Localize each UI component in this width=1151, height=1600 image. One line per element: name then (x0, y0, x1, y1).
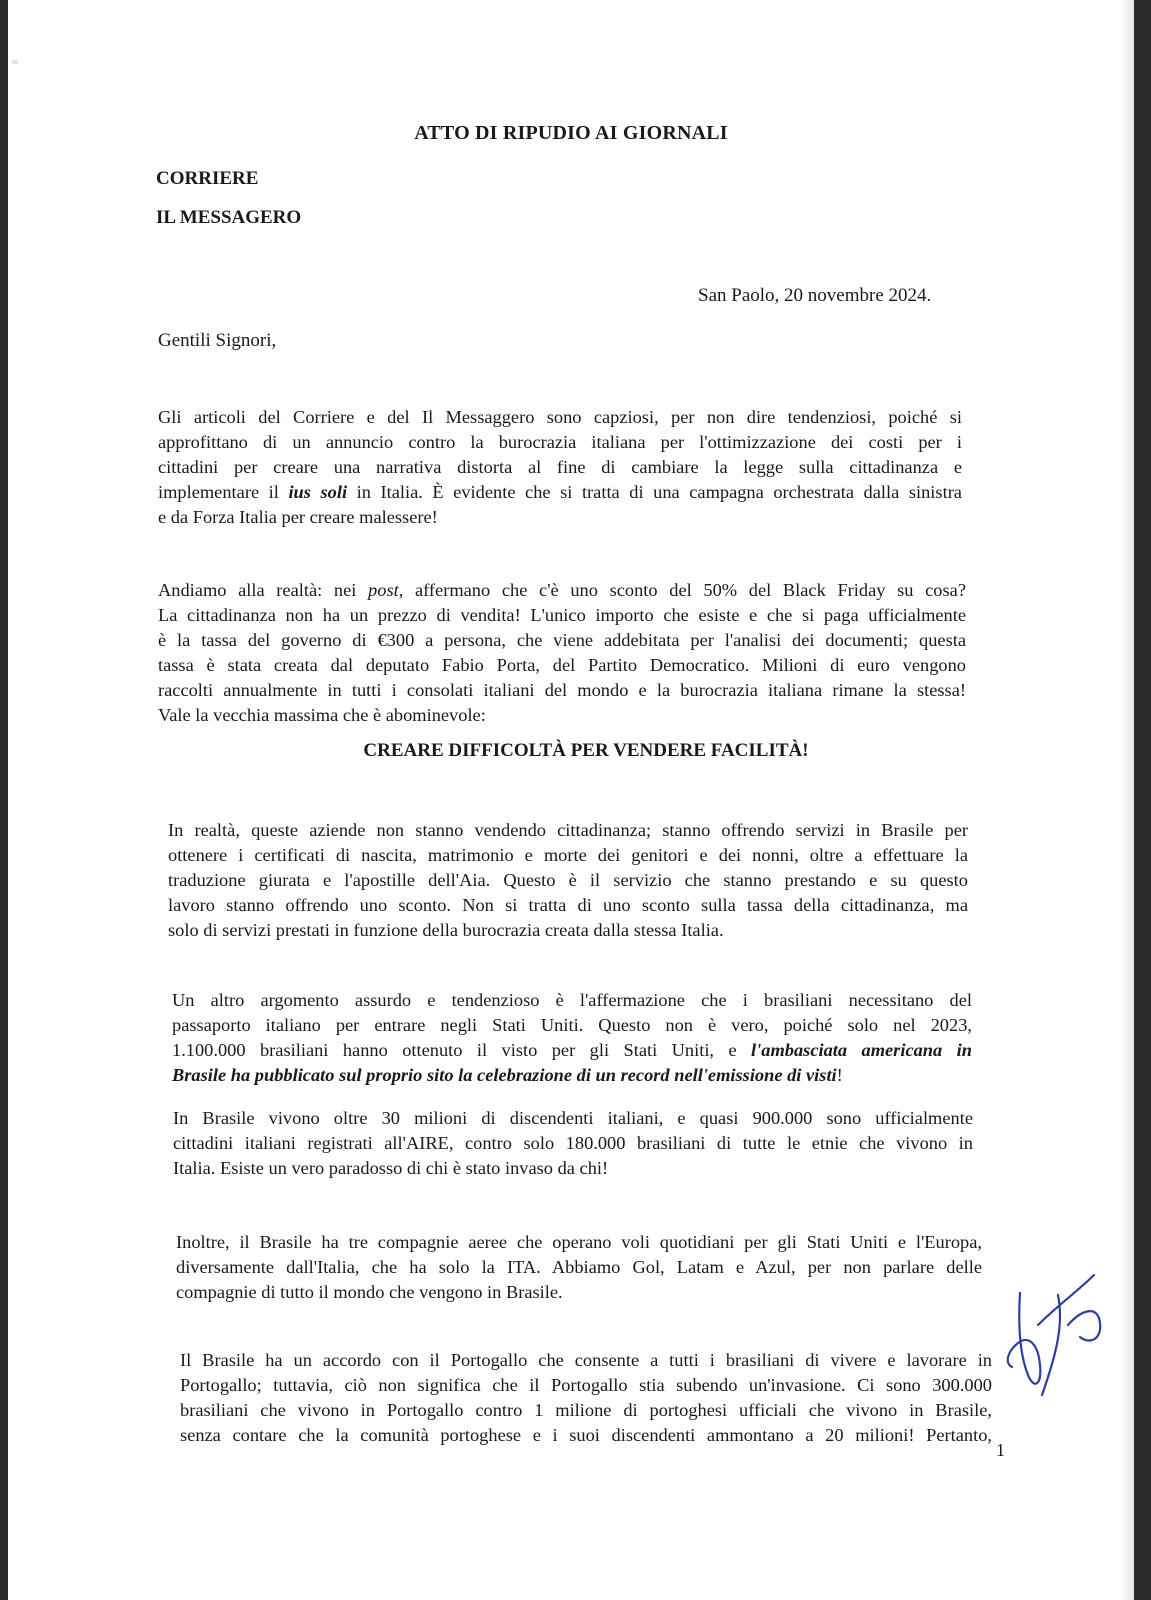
paragraph-line (158, 578, 966, 603)
text-run: 1.100.000 brasiliani hanno ottenuto il visto per gli Stati Uniti, e (172, 1040, 752, 1060)
text-run: , affermano che c'è uno sconto del 50% del Black Friday su cosa? (398, 580, 966, 600)
text-run: ! (836, 1065, 843, 1085)
emphasis-ius-soli: ius soli (288, 482, 348, 502)
paragraph-line: Un altro argomento assurdo e tendenzioso è l'affermazione che i brasiliani necessitano del (172, 990, 972, 1010)
page-edge-shadow (1120, 0, 1134, 1600)
letter-date: San Paolo, 20 novembre 2024. (698, 285, 932, 306)
page-number: 1 (996, 1440, 1005, 1460)
paragraph-line: senza contare che la comunità portoghese e i suoi discendenti ammontano a 20 milioni! Pertanto, (180, 1425, 992, 1445)
paragraph-line: Gli articoli del Corriere e del Il Messaggero sono capziosi, per non dire tendenziosi, poiché si (158, 407, 962, 427)
text-run: implementare il (158, 482, 289, 502)
paragraph-5 (173, 1106, 973, 1181)
paragraph-line: approfittano di un annuncio contro la burocrazia italiana per l'ottimizzazione dei costi per i (158, 432, 962, 452)
paragraph-line: passaporto italiano per entrare negli Stati Uniti. Questo non è vero, poiché solo nel 2023, (172, 1015, 972, 1035)
emphasis-record: Brasile ha pubblicato sul proprio sito la celebrazione di un record nell'emissione di visti (172, 1065, 837, 1085)
paragraph-line: Italia. Esiste un vero paradosso di chi è stato invaso da chi! (173, 1158, 609, 1178)
paragraph-3 (168, 818, 968, 943)
document-page (8, 0, 1134, 1600)
handwritten-signature (998, 1265, 1108, 1405)
salutation: Gentili Signori, (158, 330, 277, 351)
paragraph-line: In realtà, queste aziende non stanno vendendo cittadinanza; stanno offrendo servizi in Brasile per (168, 820, 968, 840)
paragraph-line: brasiliani che vivono in Portogallo contro 1 milione di portoghesi ufficiali che vivono in Brasile, (180, 1400, 992, 1420)
emphasis-post: post (368, 580, 399, 600)
text-run: Andiamo alla realtà: nei (158, 580, 369, 600)
paragraph-line: Il Brasile ha un accordo con il Portogallo che consente a tutti i brasiliani di vivere e lavorare in (180, 1350, 992, 1370)
paragraph-line: tassa è stata creata dal deputato Fabio Porta, del Partito Democratico. Milioni di euro vengono (158, 655, 966, 675)
slogan-heading: CREARE DIFFICOLTÀ PER VENDERE FACILITÀ! (363, 740, 809, 761)
paragraph-6 (176, 1230, 982, 1305)
paragraph-line: è la tassa del governo di €300 a persona, che viene addebitata per l'analisi dei documenti; questa (158, 630, 966, 650)
paragraph-line (158, 480, 962, 505)
paragraph-line: solo di servizi prestati in funzione della burocrazia creata dalla stessa Italia. (168, 920, 724, 940)
paragraph-line: Portogallo; tuttavia, ciò non significa che il Portogallo stia subendo un'invasione. Ci sono 300.000 (180, 1375, 992, 1395)
scan-speck (12, 60, 18, 64)
paragraph-line: Vale la vecchia massima che è abominevole: (158, 705, 486, 725)
paragraph-line: ottenere i certificati di nascita, matrimonio e morte dei genitori e dei nonni, oltre a effettuare la (168, 845, 968, 865)
paragraph-line: In Brasile vivono oltre 30 milioni di discendenti italiani, e quasi 900.000 sono ufficialmente (173, 1108, 973, 1128)
addressee-corriere: CORRIERE (156, 168, 259, 189)
paragraph-line: lavoro stanno offrendo uno sconto. Non si tratta di uno sconto sulla tassa della cittadinanza, ma (168, 895, 968, 915)
paragraph-7 (180, 1348, 992, 1448)
addressee-messagero: IL MESSAGERO (156, 207, 302, 228)
signature-stroke (1008, 1275, 1100, 1395)
paragraph-line: diversamente dall'Italia, che ha solo la ITA. Abbiamo Gol, Latam e Azul, per non parlare delle (176, 1257, 982, 1277)
paragraph-line (172, 1038, 972, 1063)
paragraph-line: cittadini italiani registrati all'AIRE, contro solo 180.000 brasiliani di tutte le etnie che vivono in (173, 1133, 973, 1153)
paragraph-line (172, 1063, 972, 1088)
paragraph-line: Inoltre, il Brasile ha tre compagnie aeree che operano voli quotidiani per gli Stati Uniti e l'Europa, (176, 1232, 982, 1252)
paragraph-4 (172, 988, 972, 1088)
document-title: ATTO DI RIPUDIO AI GIORNALI (414, 122, 728, 144)
paragraph-line: traduzione giurata e l'apostille dell'Aia. Questo è il servizio che stanno prestando e su questo (168, 870, 968, 890)
paragraph-1 (158, 405, 962, 530)
paragraph-line: cittadini per creare una narrativa distorta al fine di cambiare la legge sulla cittadinanza e (158, 457, 962, 477)
paragraph-2 (158, 578, 966, 728)
text-run: in Italia. È evidente che si tratta di una campagna orchestrata dalla sinistra (347, 482, 962, 502)
paragraph-line: compagnie di tutto il mondo che vengono in Brasile. (176, 1282, 563, 1302)
emphasis-embassy: l'ambasciata americana in (751, 1040, 972, 1060)
paragraph-line: La cittadinanza non ha un prezzo di vendita! L'unico importo che esiste e che si paga ufficialmente (158, 605, 966, 625)
paragraph-line: raccolti annualmente in tutti i consolati italiani del mondo e la burocrazia italiana rimane la stessa! (158, 680, 966, 700)
paragraph-line: e da Forza Italia per creare malessere! (158, 507, 438, 527)
